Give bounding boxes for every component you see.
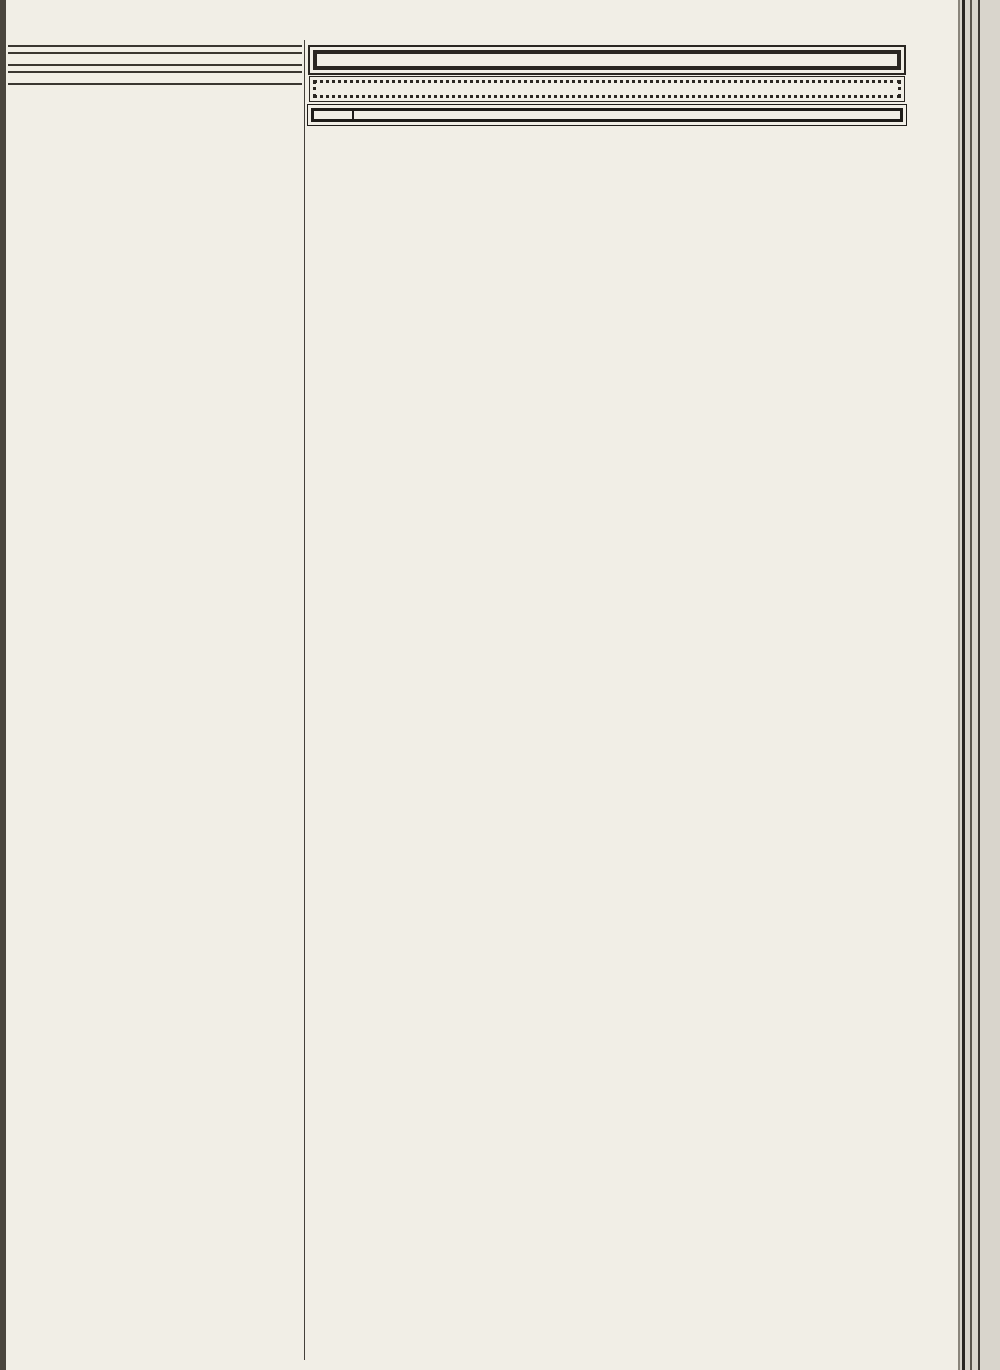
page-stack-edge (962, 0, 965, 1370)
divider (8, 83, 302, 85)
page-binding-edge (0, 0, 6, 1370)
ad-staatsloose (311, 108, 903, 122)
ad-hornstein (313, 50, 901, 70)
left-column (8, 40, 302, 1360)
divider (8, 71, 302, 73)
divider (8, 52, 302, 54)
right-column (307, 40, 907, 1360)
column-divider (304, 40, 305, 1360)
lotto-side-strip (314, 111, 354, 119)
divider (8, 45, 302, 47)
page-stack-edge (978, 0, 980, 1370)
page-stack-edge (970, 0, 972, 1370)
divider (8, 64, 302, 66)
ad-zahnleidende (313, 80, 901, 98)
lotto-body (354, 111, 900, 119)
